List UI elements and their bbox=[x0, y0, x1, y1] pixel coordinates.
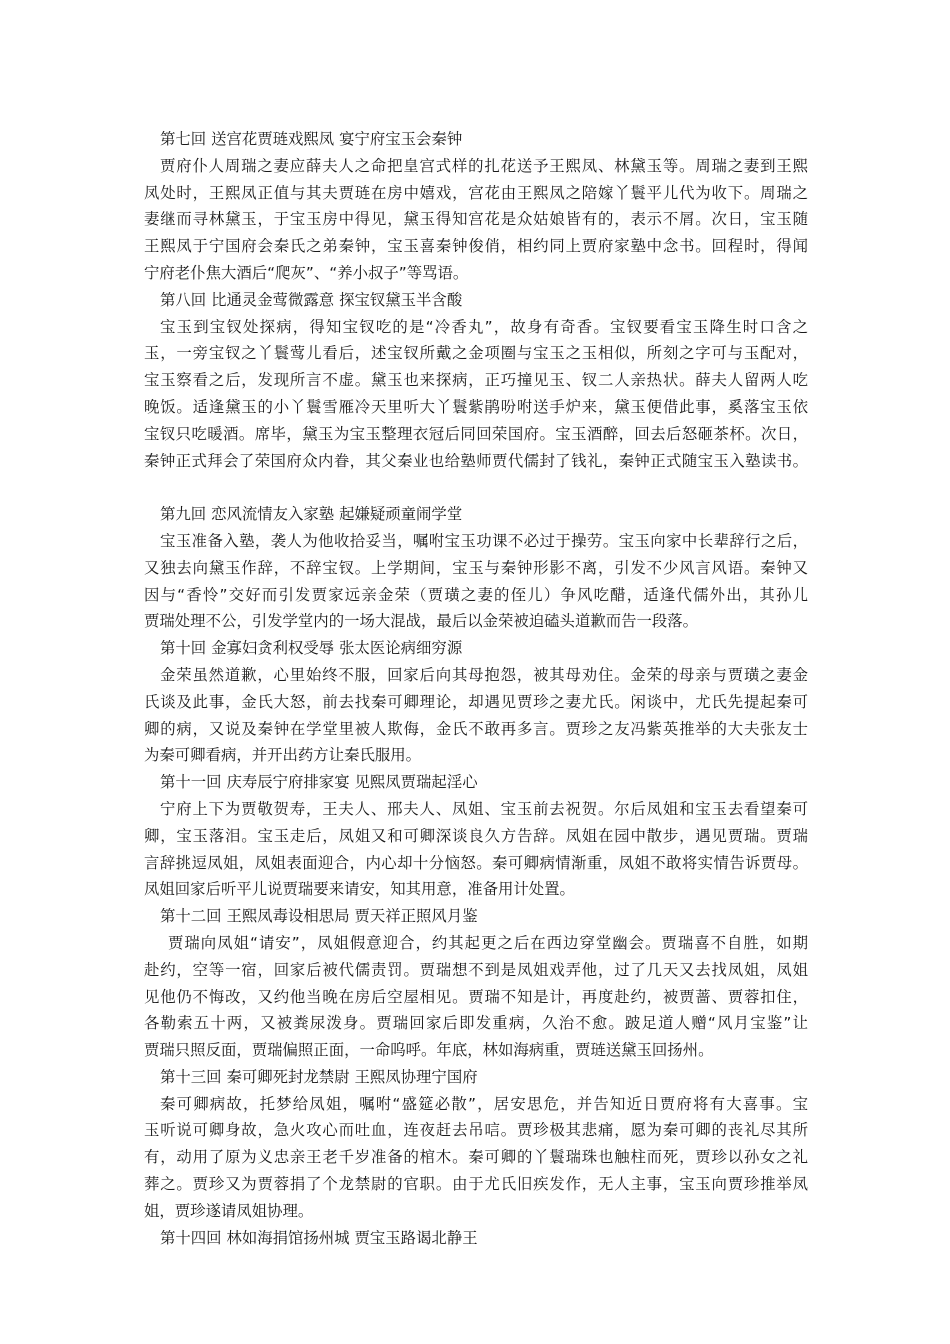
chapter-10-heading: 第十回 金寡妇贪利权受辱 张太医论病细穷源 bbox=[160, 639, 463, 658]
paragraph-line: 有，动用了原为义忠亲王老千岁准备的棺木。秦可卿的丫鬟瑞珠也触柱而死，贾珍以孙女之礼 bbox=[144, 1148, 808, 1167]
paragraph-line: 玉听说可卿身故，急火攻心而吐血，连夜赶去吊唁。贾珍极其悲痛，愿为秦可卿的丧礼尽其所 bbox=[144, 1121, 808, 1140]
paragraph-line: 各勒索五十两，又被粪尿泼身。贾瑞回家后即发重病，久治不愈。跛足道人赠“风月宝鉴”让 bbox=[144, 1014, 808, 1033]
paragraph-line: 赴约，空等一宿，回家后被代儒责罚。贾瑞想不到是凤姐戏弄他，过了几天又去找凤姐，凤姐 bbox=[144, 960, 808, 979]
paragraph-line: 妻继而寻林黛玉，于宝玉房中得见，黛玉得知宫花是众姑娘皆有的，表示不屑。次日，宝玉随 bbox=[144, 210, 808, 229]
chapter-8-heading: 第八回 比通灵金莺微露意 探宝钗黛玉半含酸 bbox=[160, 290, 463, 309]
paragraph-line: 金荣虽然道歉，心里始终不服，回家后向其母抱怨，被其母劝住。金荣的母亲与贾璜之妻金 bbox=[160, 665, 808, 684]
paragraph-line: 言辞挑逗凤姐，凤姐表面迎合，内心却十分恼怒。秦可卿病情渐重，凤姐不敢将实情告诉贾母。 bbox=[144, 853, 808, 872]
paragraph-line: 姐，贾珍遂请凤姐协理。 bbox=[144, 1201, 314, 1220]
paragraph-line: 晚饭。适逢黛玉的小丫鬟雪雁冷天里听大丫鬟紫鹃吩咐送手炉来，黛玉便借此事，奚落宝玉依 bbox=[144, 397, 808, 416]
paragraph-line: 宝钗只吃暖酒。席毕，黛玉为宝玉整理衣冠后同回荣国府。宝玉酒醉，回去后怒砸茶杯。次日， bbox=[144, 424, 808, 443]
paragraph-line: 氏谈及此事，金氏大怒，前去找秦可卿理论，却遇见贾珍之妻尤氏。闲谈中，尤氏先提起秦可 bbox=[144, 692, 808, 711]
paragraph-line: 为秦可卿看病，并开出药方让秦氏服用。 bbox=[144, 746, 422, 765]
paragraph-line: 因与“香怜”交好而引发贾家远亲金荣（贾璜之妻的侄儿）争风吃醋，适逢代儒外出，其孙儿 bbox=[144, 585, 808, 604]
paragraph-line: 宝玉察看之后，发现所言不虚。黛玉也来探病，正巧撞见玉、钗二人亲热状。薛夫人留两人吃 bbox=[144, 371, 808, 390]
paragraph-line: 贾瑞只照反面，贾瑞偏照正面，一命呜呼。年底，林如海病重，贾琏送黛玉回扬州。 bbox=[144, 1041, 714, 1060]
chapter-11-heading: 第十一回 庆寿辰宁府排家宴 见熙凤贾瑞起淫心 bbox=[160, 773, 478, 792]
document-page bbox=[144, 126, 808, 1251]
blank-line bbox=[144, 474, 808, 501]
paragraph-line: 秦钟正式拜会了荣国府众内眷，其父秦业也给塾师贾代儒封了钱礼，秦钟正式随宝玉入塾读书。 bbox=[144, 451, 808, 470]
paragraph-line: 又独去向黛玉作辞，不辞宝钗。上学期间，宝玉与秦钟形影不离，引发不少风言风语。秦钟又 bbox=[144, 558, 808, 577]
paragraph-line: 见他仍不悔改，又约他当晚在房后空屋相见。贾瑞不知是计，再度赴约，被贾蔷、贾蓉扣住， bbox=[144, 987, 808, 1006]
paragraph-line: 卿的病，又说及秦钟在学堂里被人欺侮，金氏不敢再多言。贾珍之友冯紫英推举的大夫张友士 bbox=[144, 719, 808, 738]
paragraph-line: 卿，宝玉落泪。宝玉走后，凤姐又和可卿深谈良久方告辞。凤姐在园中散步，遇见贾瑞。贾瑞 bbox=[144, 826, 808, 845]
paragraph-line: 贾瑞向凤姐“请安”，凤姐假意迎合，约其起更之后在西边穿堂幽会。贾瑞喜不自胜，如期 bbox=[168, 933, 808, 952]
paragraph-line: 宁府上下为贾敬贺寿，王夫人、邢夫人、凤姐、宝玉前去祝贺。尔后凤姐和宝玉去看望秦可 bbox=[160, 799, 808, 818]
paragraph-line: 宝玉到宝钗处探病，得知宝钗吃的是“冷香丸”，故身有奇香。宝钗要看宝玉降生时口含之 bbox=[160, 317, 808, 336]
paragraph-line: 凤处时，王熙凤正值与其夫贾琏在房中嬉戏，宫花由王熙凤之陪嫁丫鬟平儿代为收下。周瑞之 bbox=[144, 183, 808, 202]
paragraph-line: 贾府仆人周瑞之妻应薛夫人之命把皇宫式样的扎花送予王熙凤、林黛玉等。周瑞之妻到王熙 bbox=[160, 156, 808, 175]
chapter-12-heading: 第十二回 王熙凤毒设相思局 贾天祥正照风月鉴 bbox=[160, 907, 478, 926]
paragraph-line: 王熙凤于宁国府会秦氏之弟秦钟，宝玉喜秦钟俊俏，相约同上贾府家塾中念书。回程时，得闻 bbox=[144, 237, 808, 256]
paragraph-line: 玉，一旁宝钗之丫鬟莺儿看后，述宝钗所戴之金项圈与宝玉之玉相似，所刻之字可与玉配对， bbox=[144, 344, 808, 363]
paragraph-line: 凤姐回家后听平儿说贾瑞要来请安，知其用意，准备用计处置。 bbox=[144, 880, 575, 899]
paragraph-line: 宝玉准备入塾，袭人为他收拾妥当，嘱咐宝玉功课不必过于操劳。宝玉向家中长辈辞行之后， bbox=[160, 531, 808, 550]
paragraph-line: 葬之。贾珍又为贾蓉捐了个龙禁尉的官职。由于尤氏旧疾发作，无人主事，宝玉向贾珍推举凤 bbox=[144, 1175, 808, 1194]
paragraph-line: 宁府老仆焦大酒后“爬灰”、“养小叔子”等骂语。 bbox=[144, 263, 469, 282]
paragraph-line: 秦可卿病故，托梦给凤姐，嘱咐“盛筵必散”，居安思危，并告知近日贾府将有大喜事。宝 bbox=[160, 1094, 808, 1113]
chapter-13-heading: 第十三回 秦可卿死封龙禁尉 王熙凤协理宁国府 bbox=[160, 1067, 478, 1086]
chapter-9-heading: 第九回 恋风流情友入家塾 起嫌疑顽童闹学堂 bbox=[160, 505, 463, 524]
chapter-7-heading: 第七回 送宫花贾琏戏熙凤 宴宁府宝玉会秦钟 bbox=[160, 130, 463, 148]
paragraph-line: 贾瑞处理不公，引发学堂内的一场大混战，最后以金荣被迫磕头道歉而告一段落。 bbox=[144, 612, 699, 631]
chapter-14-heading: 第十四回 林如海捐馆扬州城 贾宝玉路谒北静王 bbox=[160, 1228, 478, 1247]
